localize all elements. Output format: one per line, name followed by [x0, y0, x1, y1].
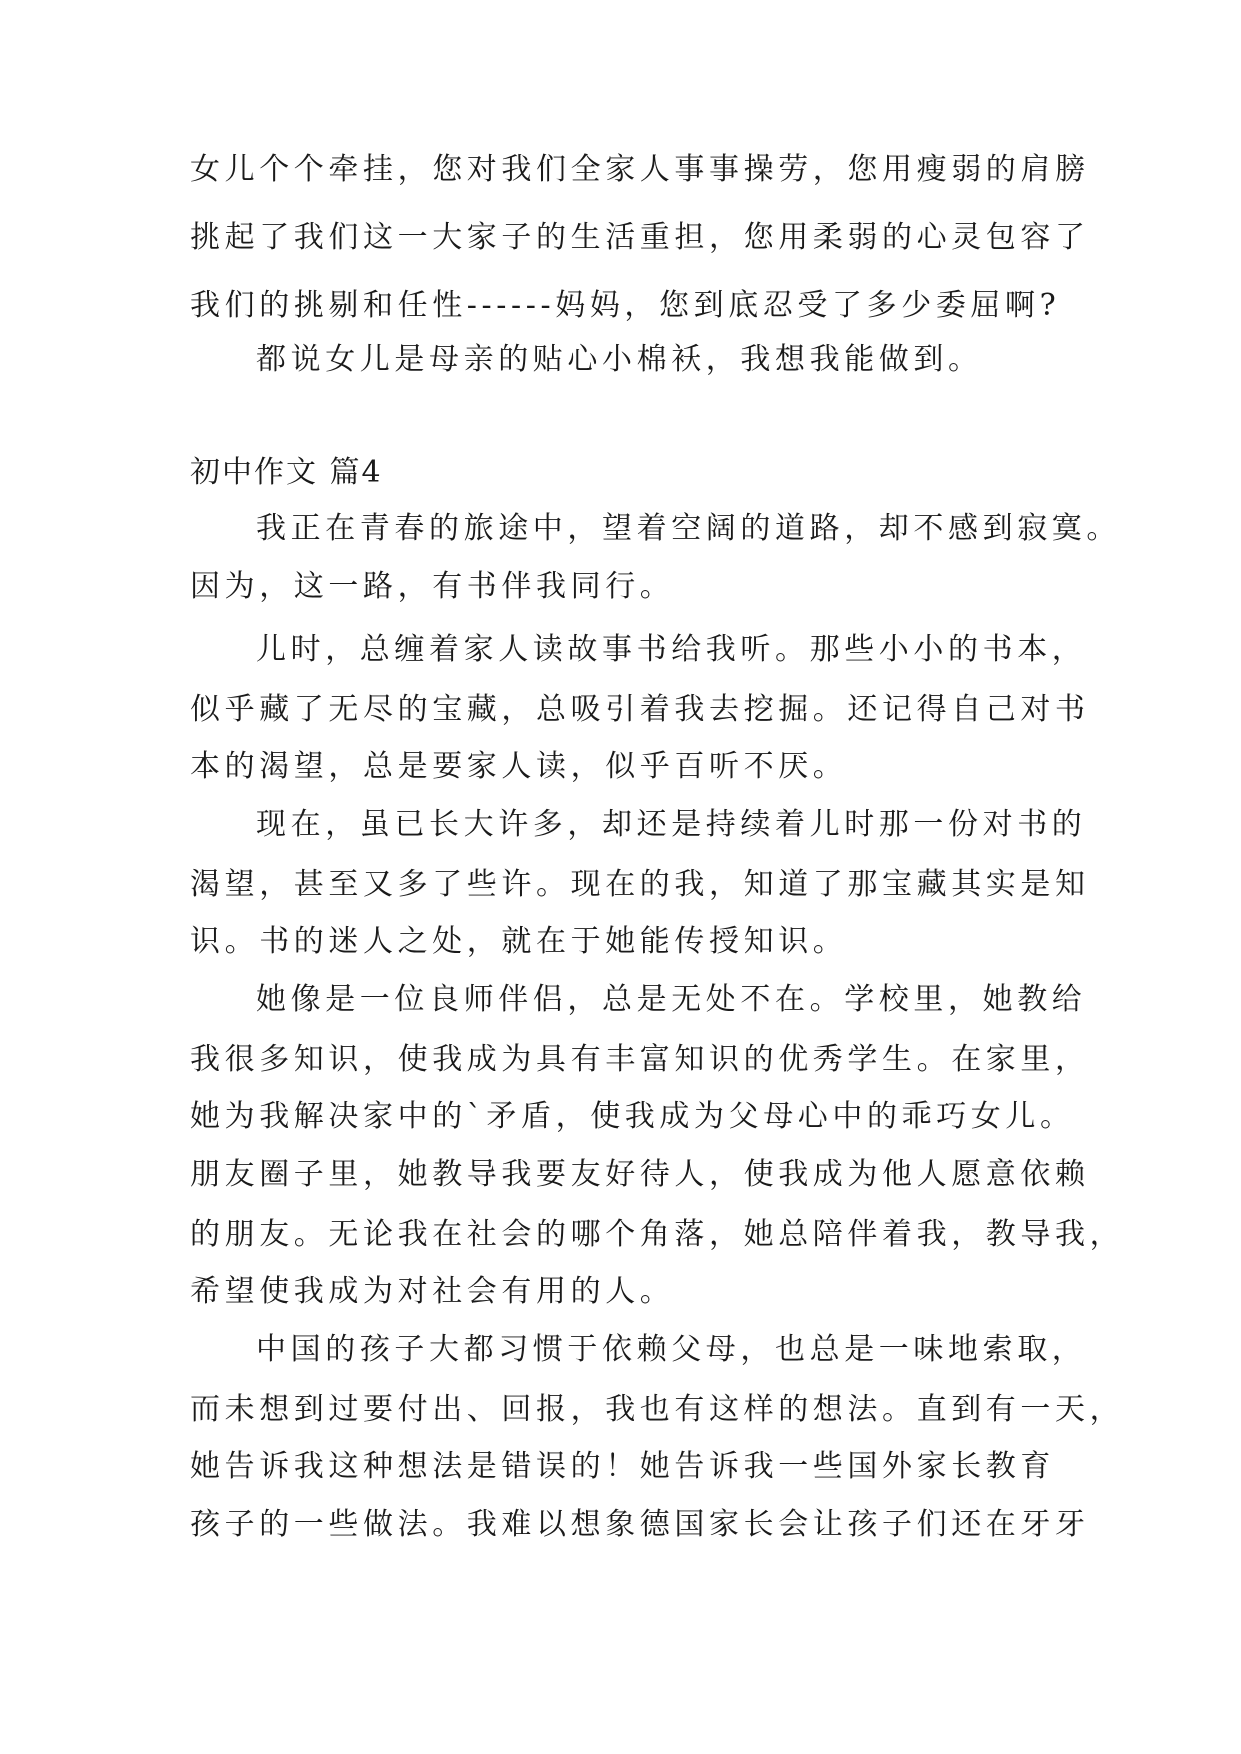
paragraph-line: 而未想到过要付出、回报，我也有这样的想法。直到有一天，: [190, 1392, 1125, 1427]
paragraph-line: 渴望，甚至又多了些许。现在的我，知道了那宝藏其实是知: [190, 867, 1090, 902]
paragraph-line: 她像是一位良师伴侣，总是无处不在。学校里，她教给: [256, 982, 1087, 1017]
paragraph-line: 似乎藏了无尽的宝藏，总吸引着我去挖掘。还记得自己对书: [190, 692, 1090, 727]
paragraph-line: 朋友圈子里，她教导我要友好待人，使我成为他人愿意依赖: [190, 1157, 1090, 1192]
paragraph-line: 我们的挑剔和任性------妈妈，您到底忍受了多少委屈啊?: [190, 288, 1061, 323]
paragraph-line: 因为，这一路，有书伴我同行。: [190, 569, 675, 604]
paragraph-line: 儿时，总缠着家人读故事书给我听。那些小小的书本，: [256, 632, 1087, 667]
paragraph-line: 她告诉我这种想法是错误的！她告诉我一些国外家长教育: [190, 1449, 1055, 1484]
paragraph-line: 挑起了我们这一大家子的生活重担，您用柔弱的心灵包容了: [190, 220, 1090, 255]
paragraph-line: 中国的孩子大都习惯于依赖父母，也总是一味地索取，: [256, 1332, 1087, 1367]
paragraph-line: 我很多知识，使我成为具有丰富知识的优秀学生。在家里，: [190, 1042, 1090, 1077]
paragraph-line: 现在，虽已长大许多，却还是持续着儿时那一份对书的: [256, 807, 1087, 842]
paragraph-line: 她为我解决家中的`矛盾，使我成为父母心中的乖巧女儿。: [190, 1099, 1075, 1134]
paragraph-line: 的朋友。无论我在社会的哪个角落，她总陪伴着我，教导我，: [190, 1217, 1125, 1252]
section-heading: 初中作文 篇4: [190, 455, 383, 490]
paragraph-line: 识。书的迷人之处，就在于她能传授知识。: [190, 924, 848, 959]
paragraph-line: 孩子的一些做法。我难以想象德国家长会让孩子们还在牙牙: [190, 1507, 1090, 1542]
paragraph-line: 都说女儿是母亲的贴心小棉袄，我想我能做到。: [256, 342, 983, 377]
paragraph-line: 我正在青春的旅途中，望着空阔的道路，却不感到寂寞。: [256, 511, 1121, 546]
paragraph-line: 希望使我成为对社会有用的人。: [190, 1274, 675, 1309]
paragraph-line: 本的渴望，总是要家人读，似乎百听不厌。: [190, 749, 848, 784]
paragraph-line: 女儿个个牵挂，您对我们全家人事事操劳，您用瘦弱的肩膀: [190, 152, 1090, 187]
